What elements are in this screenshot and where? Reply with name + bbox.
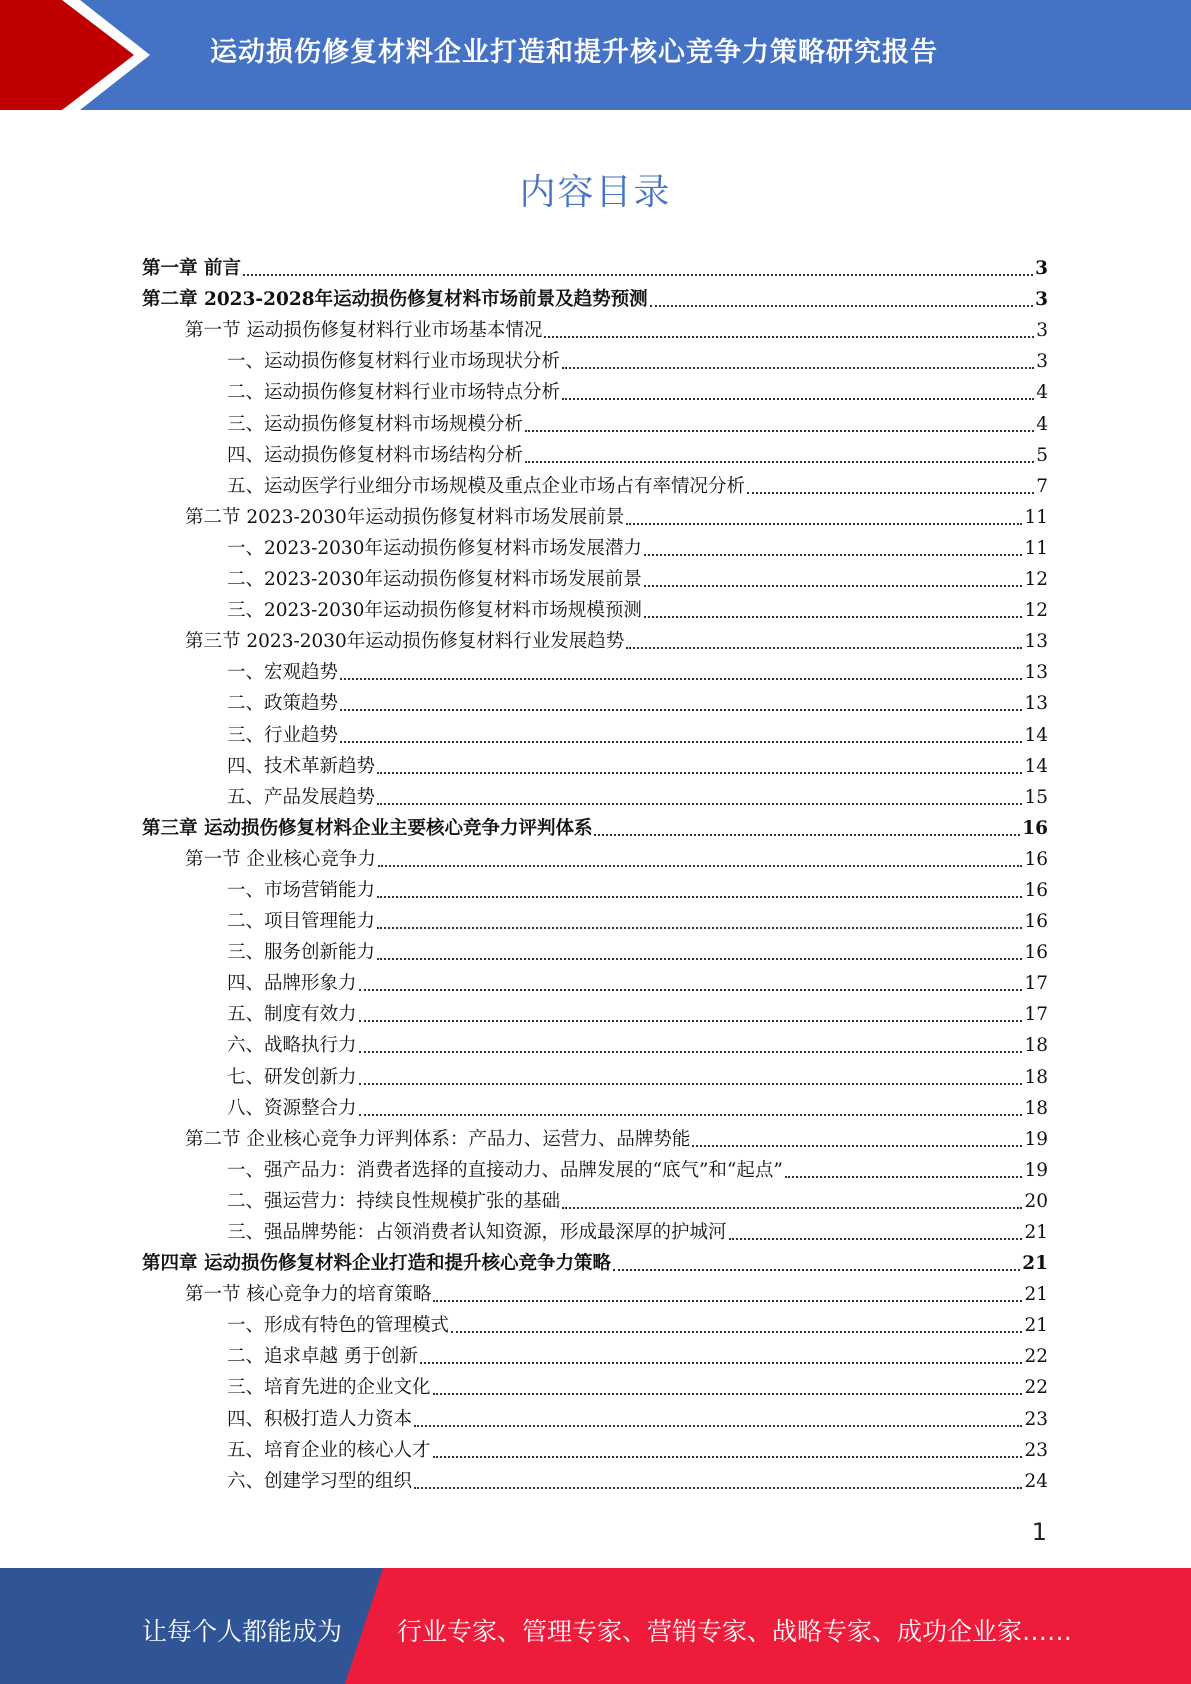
toc-entry-title: 二、2023-2030年运动损伤修复材料市场发展前景 [227,569,642,591]
toc-entry[interactable] [142,1372,1048,1403]
toc-entry-page: 14 [1024,724,1048,746]
toc-entry[interactable] [142,1030,1048,1061]
toc-dot-leader [414,1425,1022,1427]
toc-dot-leader [562,398,1034,400]
toc-entry-page: 13 [1024,631,1048,653]
toc-dot-leader [377,772,1022,774]
toc-entry-title: 五、运动医学行业细分市场规模及重点企业市场占有率情况分析 [227,475,746,497]
toc-entry[interactable] [142,533,1048,564]
toc-entry-page: 16 [1024,879,1048,901]
toc-entry[interactable] [142,1341,1048,1372]
toc-dot-leader [613,1269,1020,1271]
toc-entry-page: 14 [1024,755,1048,777]
toc-entry-page: 20 [1024,1190,1048,1212]
toc-dot-leader [785,1176,1023,1178]
toc-entry[interactable] [142,751,1048,782]
header-title: 运动损伤修复材料企业打造和提升核心竞争力策略研究报告 [210,37,938,68]
toc-entry-title: 一、宏观趋势 [227,662,339,684]
toc-entry[interactable] [142,688,1048,719]
toc-entry-title: 六、创建学习型的组织 [227,1470,413,1492]
toc-dot-leader [650,305,1034,307]
toc-entry[interactable] [142,719,1048,750]
toc-entry-title: 第二节 企业核心竞争力评判体系：产品力、运营力、品牌势能 [185,1128,691,1150]
toc-entry-page: 3 [1036,351,1048,373]
toc-entry-page: 19 [1024,1159,1048,1181]
toc-entry-page: 24 [1024,1470,1048,1492]
toc-entry[interactable] [142,564,1048,595]
toc-dot-leader [644,616,1023,618]
toc-entry-title: 二、政策趋势 [227,693,339,715]
toc-entry-title: 第一节 运动损伤修复材料行业市场基本情况 [185,320,543,342]
toc-dot-leader [359,989,1023,991]
toc-dot-leader [626,523,1022,525]
toc-entry[interactable] [142,1248,1048,1279]
toc-entry[interactable] [142,1093,1048,1124]
toc-dot-leader [451,1331,1022,1333]
toc-entry[interactable] [142,408,1048,439]
footer-slogan-right: 行业专家、管理专家、营销专家、战略专家、成功企业家…… [397,1617,1073,1646]
toc-dot-leader [359,1114,1023,1116]
toc-entry-page: 3 [1036,320,1048,342]
toc-entry[interactable] [142,1217,1048,1248]
toc-entry-title: 第一节 核心竞争力的培育策略 [185,1284,432,1306]
toc-entry[interactable] [142,1403,1048,1434]
toc-entry-title: 八、资源整合力 [227,1097,357,1119]
toc-dot-leader [340,741,1022,743]
toc-entry[interactable] [142,346,1048,377]
toc-entry-page: 16 [1024,942,1048,964]
toc-dot-leader [377,958,1022,960]
toc-entry[interactable] [142,626,1048,657]
page-footer [0,1568,1191,1684]
toc-dot-leader [692,1145,1022,1147]
toc-entry[interactable] [142,377,1048,408]
table-of-contents [142,253,1048,1497]
toc-dot-leader [359,1083,1023,1085]
toc-entry-title: 四、品牌形象力 [227,973,357,995]
toc-entry[interactable] [142,471,1048,502]
toc-entry-title: 第一章 前言 [142,258,241,280]
toc-entry[interactable] [142,1124,1048,1155]
toc-entry[interactable] [142,253,1048,284]
toc-dot-leader [433,1456,1023,1458]
toc-entry-page: 11 [1024,537,1048,559]
toc-entry[interactable] [142,813,1048,844]
toc-dot-leader [340,709,1022,711]
toc-entry-title: 第二章 2023-2028年运动损伤修复材料市场前景及趋势预测 [142,289,648,311]
toc-entry-title: 三、行业趋势 [227,724,339,746]
toc-entry-title: 一、2023-2030年运动损伤修复材料市场发展潜力 [227,537,642,559]
toc-entry[interactable] [142,1155,1048,1186]
toc-dot-leader [420,1362,1023,1364]
page-number: 1 [1031,1518,1047,1546]
toc-entry-page: 7 [1036,475,1048,497]
toc-dot-leader [359,1051,1023,1053]
toc-entry[interactable] [142,999,1048,1030]
toc-dot-leader [562,1207,1022,1209]
toc-entry-title: 一、运动损伤修复材料行业市场现状分析 [227,351,561,373]
toc-entry-title: 五、产品发展趋势 [227,786,376,808]
toc-dot-leader [243,274,1033,276]
toc-entry-page: 18 [1024,1066,1048,1088]
toc-dot-leader [644,585,1023,587]
toc-dot-leader [378,865,1023,867]
toc-entry[interactable] [142,937,1048,968]
toc-entry-title: 四、运动损伤修复材料市场结构分析 [227,444,524,466]
toc-entry-page: 3 [1035,258,1048,280]
toc-entry-page: 3 [1035,289,1048,311]
toc-entry-title: 一、强产品力：消费者选择的直接动力、品牌发展的“底气”和“起点” [227,1159,783,1181]
toc-entry-title: 五、制度有效力 [227,1004,357,1026]
toc-entry[interactable] [142,1186,1048,1217]
toc-entry-title: 二、运动损伤修复材料行业市场特点分析 [227,382,561,404]
toc-entry-page: 16 [1024,911,1048,933]
toc-entry[interactable] [142,875,1048,906]
toc-entry[interactable] [142,782,1048,813]
toc-entry[interactable] [142,1466,1048,1497]
toc-title: 内容目录 [519,172,672,213]
toc-dot-leader [340,678,1022,680]
toc-entry-title: 三、强品牌势能：占领消费者认知资源，形成最深厚的护城河 [227,1222,727,1243]
toc-entry-page: 22 [1024,1346,1048,1368]
toc-entry-title: 六、战略执行力 [227,1035,357,1057]
toc-entry[interactable] [142,968,1048,999]
toc-entry-page: 21 [1024,1222,1048,1243]
toc-dot-leader [729,1238,1023,1240]
toc-entry-title: 七、研发创新力 [227,1066,357,1088]
toc-entry[interactable] [142,284,1048,315]
toc-dot-leader [433,1300,1022,1302]
toc-entry-page: 12 [1024,569,1048,591]
toc-entry-page: 13 [1024,693,1048,715]
toc-entry-page: 5 [1036,444,1048,466]
toc-entry-page: 18 [1024,1097,1048,1119]
toc-entry-page: 19 [1024,1128,1048,1150]
toc-entry-page: 4 [1036,382,1048,404]
toc-entry-page: 11 [1024,506,1048,528]
toc-dot-leader [377,803,1022,805]
toc-entry[interactable] [142,1061,1048,1092]
toc-entry[interactable] [142,502,1048,533]
toc-entry-title: 四、技术革新趋势 [227,755,376,777]
toc-entry-page: 21 [1024,1315,1048,1337]
toc-entry-title: 四、积极打造人力资本 [227,1408,413,1430]
toc-entry-page: 17 [1024,973,1048,995]
toc-dot-leader [414,1487,1022,1489]
footer-slogan-left: 让每个人都能成为 [142,1617,343,1646]
toc-entry[interactable] [142,657,1048,688]
toc-entry-page: 12 [1024,600,1048,622]
toc-entry-title: 五、培育企业的核心人才 [227,1439,431,1461]
toc-entry-page: 4 [1036,413,1048,435]
toc-dot-leader [525,461,1034,463]
toc-entry[interactable] [142,1279,1048,1310]
toc-entry[interactable] [142,1310,1048,1341]
toc-entry-title: 二、追求卓越 勇于创新 [227,1346,418,1368]
toc-entry[interactable] [142,595,1048,626]
toc-dot-leader [525,430,1034,432]
toc-dot-leader [594,834,1020,836]
toc-dot-leader [433,1393,1023,1395]
toc-entry-page: 16 [1024,848,1048,870]
toc-entry-title: 二、强运营力：持续良性规模扩张的基础 [227,1190,561,1212]
toc-dot-leader [377,927,1022,929]
toc-entry-title: 第四章 运动损伤修复材料企业打造和提升核心竞争力策略 [142,1253,611,1275]
toc-entry[interactable] [142,906,1048,937]
toc-dot-leader [626,647,1022,649]
toc-entry[interactable] [142,1435,1048,1466]
toc-dot-leader [377,896,1022,898]
toc-entry-title: 二、项目管理能力 [227,911,376,933]
toc-entry-title: 一、市场营销能力 [227,879,376,901]
toc-dot-leader [359,1020,1023,1022]
toc-entry-page: 23 [1024,1408,1048,1430]
page-header [0,0,1191,110]
toc-entry[interactable] [142,844,1048,875]
toc-entry-page: 13 [1024,662,1048,684]
toc-dot-leader [562,367,1034,369]
toc-entry-page: 22 [1024,1377,1048,1399]
toc-entry-title: 三、2023-2030年运动损伤修复材料市场规模预测 [227,600,642,622]
toc-entry-title: 第二节 2023-2030年运动损伤修复材料市场发展前景 [185,506,625,528]
toc-entry[interactable] [142,440,1048,471]
toc-entry-title: 三、运动损伤修复材料市场规模分析 [227,413,524,435]
toc-dot-leader [747,492,1034,494]
toc-entry-page: 23 [1024,1439,1048,1461]
toc-entry-title: 三、服务创新能力 [227,942,376,964]
toc-entry-page: 15 [1024,786,1048,808]
toc-entry[interactable] [142,315,1048,346]
toc-entry-title: 第一节 企业核心竞争力 [185,848,376,870]
toc-dot-leader [544,336,1034,338]
toc-entry-title: 第三章 运动损伤修复材料企业主要核心竞争力评判体系 [142,817,593,839]
toc-entry-title: 第三节 2023-2030年运动损伤修复材料行业发展趋势 [185,631,625,653]
toc-entry-page: 17 [1024,1004,1048,1026]
toc-entry-page: 18 [1024,1035,1048,1057]
toc-entry-title: 一、形成有特色的管理模式 [227,1315,450,1337]
toc-entry-page: 21 [1024,1284,1048,1306]
toc-dot-leader [644,554,1023,556]
toc-entry-page: 21 [1022,1253,1048,1275]
toc-entry-title: 三、培育先进的企业文化 [227,1377,431,1399]
toc-entry-page: 16 [1022,817,1048,839]
